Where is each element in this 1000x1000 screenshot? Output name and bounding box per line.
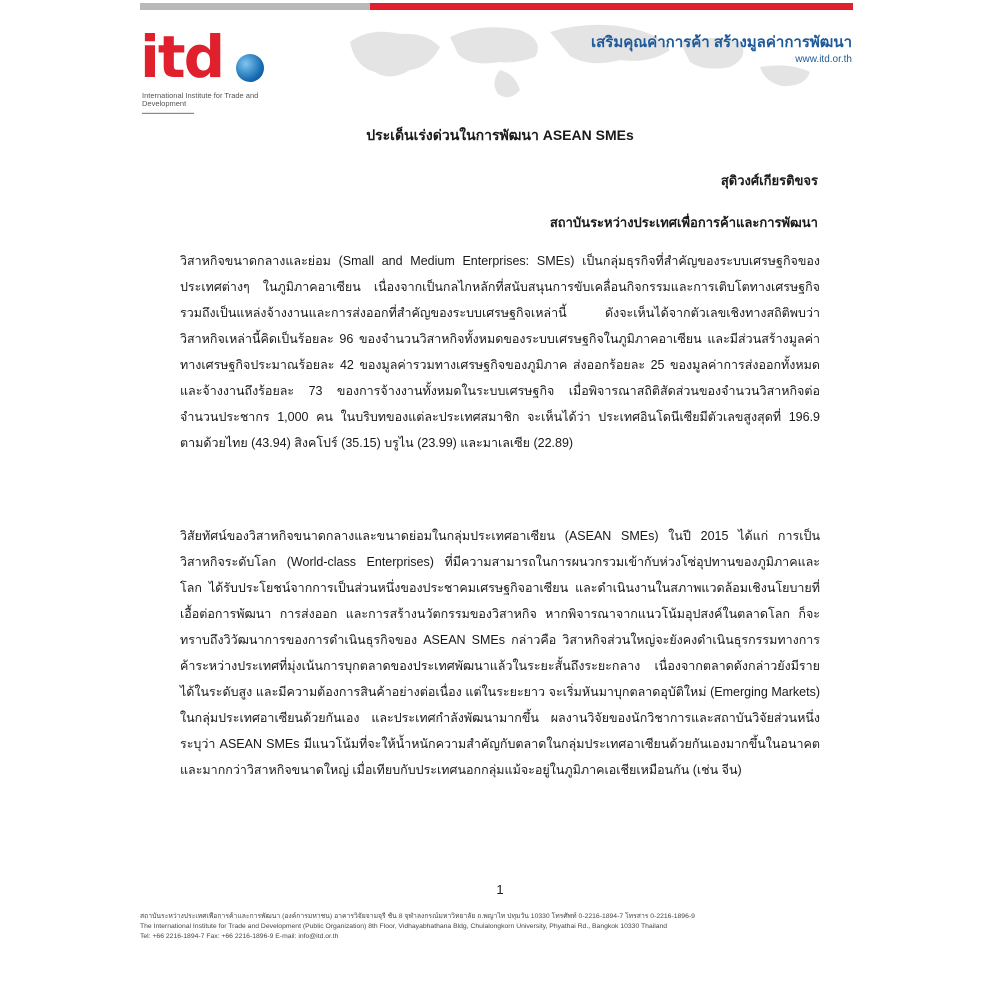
footer-line-thai: สถาบันระหว่างประเทศเพื่อการค้าและการพัฒนา (องค์การมหาชน) อาคารวิจัยจามจุรี ชั้น 8 จุฬาลงกรณ์มหาวิทยาลัย ถ.พญาไท ปทุมวัน 10330 โทรศัพท์ 0-2216-1894-7 โทรสาร 0-2216-1896-9	[140, 913, 695, 920]
logo-subtitle: International Institute for Trade and Development	[142, 91, 259, 108]
itd-logo	[140, 22, 280, 117]
header-bar-grey	[140, 3, 370, 10]
header-color-bar	[140, 3, 853, 10]
document-institution: สถาบันระหว่างประเทศเพื่อการค้าและการพัฒนา	[549, 215, 818, 230]
logo-tagline-strip: ▬▬▬▬▬▬▬▬▬▬▬▬▬	[142, 110, 194, 115]
page-footer	[140, 912, 853, 942]
world-map-watermark	[330, 12, 850, 107]
footer-line-english: The International Institute for Trade and Development (Public Organization) 8th Floor, Vidhayabhathana Bldg, Chulalongkorn University, Phyathai Rd., Bangkok 10330 Thailand	[140, 923, 668, 930]
document-title: ประเด็นเร่งด่วนในการพัฒนา ASEAN SMEs	[366, 127, 634, 143]
header-bar-red	[370, 3, 853, 10]
header-website: www.itd.or.th	[795, 54, 852, 65]
document-author: สุดิวงศ์เกียรติขจร	[720, 173, 818, 188]
globe-icon	[236, 54, 264, 82]
body-paragraph-2: วิสัยทัศน์ของวิสาหกิจขนาดกลางและขนาดย่อมในกลุ่มประเทศอาเซียน (ASEAN SMEs) ในปี 2015 ได้แก่ การเป็นวิสาหกิจระดับโลก (World-class Enterprises) ที่มีความสามารถในการผนวกรวมเข้ากับห่วงโซ่อุปทานของภูมิภาคและโลก ได้รับประโยชน์จากการเป็นส่วนหนึ่งของประชาคมเศรษฐกิจอาเซียน และดำเนินงานในสภาพแวดล้อมเชิงนโยบายที่เอื้อต่อการพัฒนา การส่งออก และการสร้างนวัตกรรมของวิสาหกิจ หากพิจารณาจากแนวโน้มอุปสงค์ในตลาดโลก ก็จะทราบถึงวิวัฒนาการของการดำเนินธุรกิจของ ASEAN SMEs กล่าวคือ วิสาหกิจส่วนใหญ่จะยังคงดำเนินธุรกรรมทางการค้าระหว่างประเทศที่มุ่งเน้นการบุกตลาดของประเทศพัฒนาแล้วในระยะสั้นถึงระยะกลาง เนื่องจากตลาดดังกล่าวยังมีรายได้ในระดับสูง และมีความต้องการสินค้าอย่างต่อเนื่อง แต่ในระยะยาว จะเริ่มหันมาบุกตลาดอุบัติใหม่ (Emerging Markets) ในกลุ่มประเทศอาเซียนด้วยกันเอง และประเทศกำลังพัฒนามากขึ้น ผลงานวิจัยของนักวิชาการและสถาบันวิจัยส่วนหนึ่ง ระบุว่า ASEAN SMEs มีแนวโน้มที่จะให้น้ำหนักความสำคัญกับตลาดในกลุ่มประเทศอาเซียนด้วยกันเองมากขึ้นในอนาคต และมากกว่าวิสาหกิจขนาดใหญ่ เมื่อเทียบกับประเทศนอกกลุ่มแม้จะอยู่ในภูมิภาคเอเชียเหมือนกัน (เช่น จีน)	[180, 529, 820, 777]
page-number: 1	[496, 882, 504, 897]
header-slogan: เสริมคุณค่าการค้า สร้างมูลค่าการพัฒนา	[591, 34, 852, 51]
logo-wordmark: itd	[140, 23, 224, 91]
body-paragraph-1: วิสาหกิจขนาดกลางและย่อม (Small and Medium Enterprises: SMEs) เป็นกลุ่มธุรกิจที่สำคัญของระบบเศรษฐกิจของประเทศต่างๆ ในภูมิภาคอาเซียน เนื่องจากเป็นกลไกหลักที่สนับสนุนการขับเคลื่อนกิจกรรมและการเติบโตทางเศรษฐกิจ รวมถึงเป็นแหล่งจ้างงานและการส่งออกที่สำคัญของระบบเศรษฐกิจเหล่านี้ ดังจะเห็นได้จากตัวเลขเชิงทางสถิติพบว่า วิสาหกิจเหล่านี้คิดเป็นร้อยละ 96 ของจำนวนวิสาหกิจทั้งหมดของระบบเศรษฐกิจในภูมิภาคอาเซียน และมีส่วนสร้างมูลค่าทางเศรษฐกิจประมาณร้อยละ 42 ของมูลค่ารวมทางเศรษฐกิจของภูมิภาค ส่งออกร้อยละ 25 ของมูลค่าการส่งออกทั้งหมด และจ้างงานถึงร้อยละ 73 ของการจ้างงานทั้งหมดในระบบเศรษฐกิจ เมื่อพิจารณาสถิติสัดส่วนของจำนวนวิสาหกิจต่อจำนวนประชากร 1,000 คน ในบริบทของแต่ละประเทศสมาชิก จะเห็นได้ว่า ประเทศอินโดนีเซียมีตัวเลขสูงสุดที่ 196.9 ตามด้วยไทย (43.94) สิงคโปร์ (35.15) บรูไน (23.99) และมาเลเซีย (22.89)	[180, 254, 820, 450]
footer-line-contact: Tel: +66 2216-1894-7 Fax: +66 2216-1896-9 E-mail: info@itd.or.th	[140, 933, 339, 940]
